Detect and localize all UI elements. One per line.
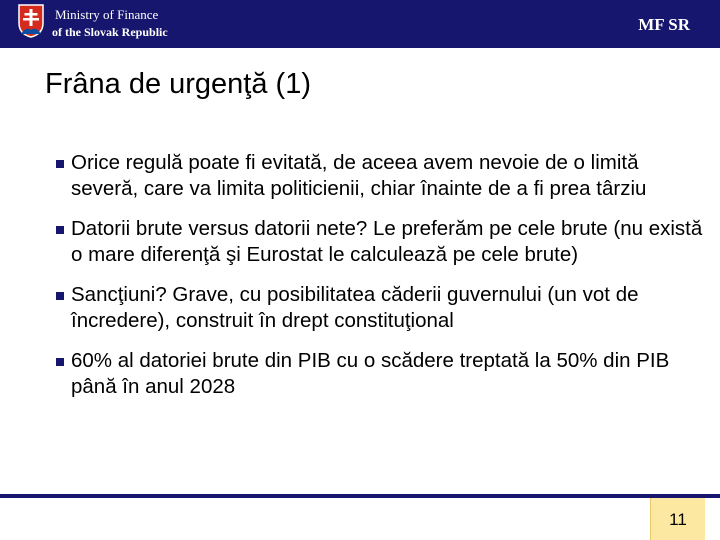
page-number-box xyxy=(650,498,705,540)
bullet-item xyxy=(56,348,706,400)
ministry-country: of the Slovak Republic xyxy=(52,25,168,39)
bullet-text: Datorii brute versus datorii nete? Le preferăm pe cele brute (nu există o mare diferenţă şi Eurostat le calculează pe cele brute) xyxy=(71,217,703,266)
bullet-text: Sancţiuni? Grave, cu posibilitatea căderii guvernului (un vot de încredere), construit în drept constituţional xyxy=(71,283,639,332)
page-number: 11 xyxy=(669,510,687,529)
header-bar xyxy=(0,0,720,48)
bullet-list xyxy=(56,150,706,414)
square-bullet-icon xyxy=(56,292,64,300)
footer-divider xyxy=(0,494,720,498)
square-bullet-icon xyxy=(56,358,64,366)
square-bullet-icon xyxy=(56,160,64,168)
slide-title: Frâna de urgenţă (1) xyxy=(45,68,311,100)
bullet-item xyxy=(56,216,706,268)
bullet-item xyxy=(56,282,706,334)
bullet-text: Orice regulă poate fi evitată, de aceea avem nevoie de o limită severă, care va limita politicienii, chiar înainte de a fi prea târziu xyxy=(71,151,647,200)
square-bullet-icon xyxy=(56,226,64,234)
bullet-text: 60% al datoriei brute din PIB cu o scădere treptată la 50% din PIB până în anul 2028 xyxy=(71,349,670,398)
brand-abbreviation: MF SR xyxy=(638,15,690,34)
ministry-name: Ministry of Finance xyxy=(55,7,159,22)
bullet-item xyxy=(56,150,706,202)
coat-of-arms-icon xyxy=(18,4,44,38)
